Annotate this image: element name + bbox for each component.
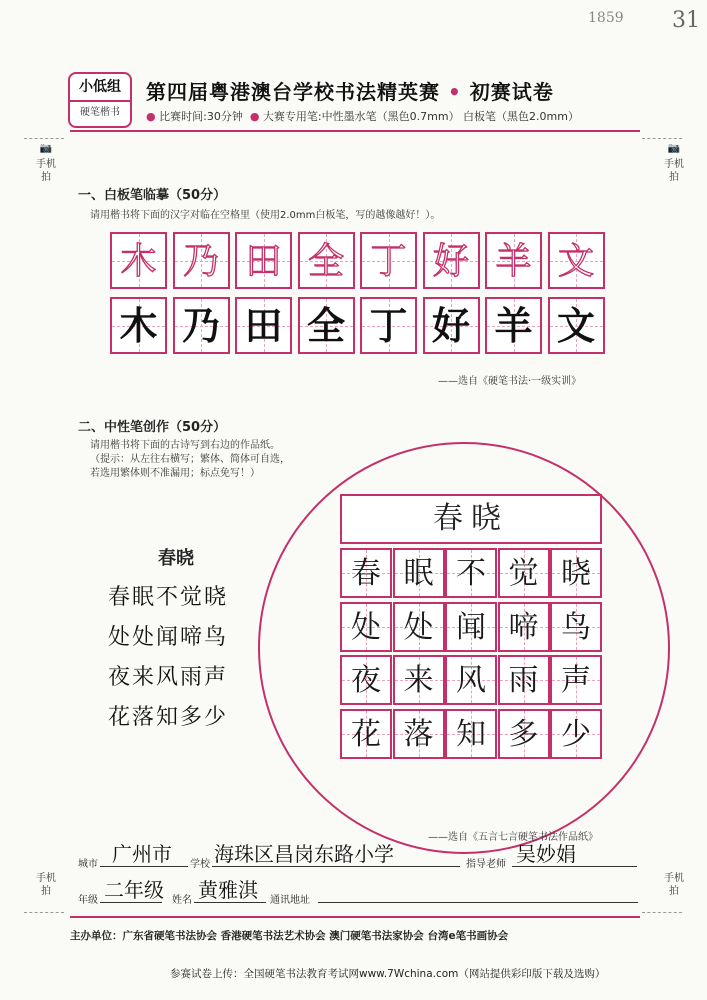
written-char: 文 bbox=[556, 304, 595, 348]
time-label: 比赛时间: bbox=[159, 110, 207, 123]
badge-group-label: 小低组 bbox=[70, 74, 130, 102]
section1-source: ——选自《硬笔书法·一级实训》 bbox=[438, 376, 582, 387]
address-underline[interactable] bbox=[318, 902, 638, 903]
poem-line: 春眠不觉晓 bbox=[108, 585, 229, 610]
artwork-cell bbox=[340, 548, 392, 598]
name-label: 姓名 bbox=[172, 895, 192, 906]
exam-title-suffix: 初赛试卷 bbox=[469, 80, 554, 104]
artwork-char: 多 bbox=[508, 716, 539, 752]
model-char: 丁 bbox=[370, 241, 407, 282]
name-value[interactable]: 黄雅淇 bbox=[198, 878, 258, 902]
written-cell bbox=[298, 297, 355, 354]
artwork-cell bbox=[498, 709, 550, 759]
artwork-cell bbox=[445, 709, 497, 759]
artwork-cell bbox=[498, 655, 550, 705]
camera-icon: 📷 bbox=[39, 143, 53, 154]
model-cell bbox=[360, 232, 417, 289]
model-char: 全 bbox=[307, 241, 344, 282]
model-cell bbox=[110, 232, 167, 289]
artwork-cell bbox=[445, 655, 497, 705]
grade-label: 年级 bbox=[78, 895, 98, 906]
model-char: 好 bbox=[432, 241, 469, 282]
footer-rule bbox=[70, 916, 640, 918]
school-value[interactable]: 海珠区昌岗东路小学 bbox=[214, 842, 394, 866]
model-char: 田 bbox=[245, 241, 282, 282]
artwork-char: 声 bbox=[561, 663, 591, 698]
section2-instruction-3: 若选用繁体则不准漏用；标点免写！） bbox=[90, 468, 260, 479]
title-dot: • bbox=[447, 80, 462, 104]
model-char-row bbox=[110, 232, 605, 289]
school-underline bbox=[212, 866, 460, 867]
address-label: 通讯地址 bbox=[270, 895, 310, 906]
model-char: 羊 bbox=[495, 241, 532, 282]
artwork-cell bbox=[550, 602, 602, 652]
written-char: 全 bbox=[306, 304, 345, 348]
written-char-row bbox=[110, 297, 605, 354]
camera-icon: 📷 bbox=[667, 143, 681, 154]
phone-photo-label-right-top: 手机拍 bbox=[664, 159, 684, 183]
artwork-char: 处 bbox=[403, 609, 434, 645]
model-cell bbox=[235, 232, 292, 289]
artwork-cell bbox=[498, 548, 550, 598]
artwork-char: 知 bbox=[456, 716, 486, 752]
upload-website: 参赛试卷上传：全国硬笔书法教育考试网www.7Wchina.com（网站提供彩印版下载及选购） bbox=[170, 968, 606, 980]
artwork-cell bbox=[340, 602, 392, 652]
artwork-char: 少 bbox=[561, 716, 591, 752]
artwork-title-box bbox=[340, 494, 602, 544]
poem-line: 处处闻啼鸟 bbox=[108, 625, 229, 650]
section1-heading: 一、白板笔临摹（50分） bbox=[78, 188, 227, 203]
phone-photo-label-right-bottom: 手机拍 bbox=[664, 873, 684, 897]
cut-line-right-top bbox=[642, 138, 682, 140]
artwork-char: 闻 bbox=[456, 609, 486, 645]
artwork-cell bbox=[393, 602, 445, 652]
artwork-cell bbox=[393, 655, 445, 705]
model-char: 文 bbox=[557, 241, 594, 282]
written-char: 田 bbox=[244, 304, 283, 348]
artwork-char: 风 bbox=[456, 663, 486, 698]
artwork-char: 觉 bbox=[508, 556, 539, 591]
exam-title-main: 第四届粤港澳台学校书法精英赛 bbox=[146, 80, 440, 104]
written-char: 好 bbox=[431, 304, 470, 348]
cut-line-left-bottom bbox=[24, 912, 64, 913]
badge-style-label: 硬笔楷书 bbox=[80, 107, 120, 118]
written-char: 羊 bbox=[494, 304, 533, 348]
written-cell bbox=[110, 297, 167, 354]
artwork-char: 春 bbox=[351, 556, 381, 591]
artwork-char: 雨 bbox=[508, 663, 539, 698]
school-label: 学校 bbox=[190, 859, 210, 870]
section2-instruction-1: 请用楷书将下面的古诗写到右边的作品纸。 bbox=[90, 440, 280, 451]
artwork-char: 晓 bbox=[561, 556, 591, 591]
artwork-char: 夜 bbox=[351, 663, 381, 698]
artwork-cell bbox=[445, 602, 497, 652]
artwork-char: 啼 bbox=[508, 609, 539, 645]
organizers: 主办单位：广东省硬笔书法协会 香港硬笔书法艺术协会 澳门硬笔书法家协会 台湾e笔书画协会 bbox=[70, 930, 509, 942]
cut-line-right-bottom bbox=[642, 912, 682, 913]
city-label: 城市 bbox=[78, 859, 98, 870]
model-cell bbox=[485, 232, 542, 289]
city-underline bbox=[100, 866, 188, 867]
poem-line: 夜来风雨声 bbox=[108, 665, 229, 690]
written-cell bbox=[485, 297, 542, 354]
phone-photo-label-left-bottom: 手机拍 bbox=[36, 873, 56, 897]
exam-title bbox=[146, 76, 554, 105]
section2-heading: 二、中性笔创作（50分） bbox=[78, 420, 227, 435]
poem-title: 春晓 bbox=[158, 548, 194, 569]
teacher-value[interactable]: 吴妙娟 bbox=[516, 842, 576, 866]
artwork-char: 花 bbox=[351, 716, 381, 752]
grade-value[interactable]: 二年级 bbox=[104, 878, 164, 902]
handwritten-serial: 1859 bbox=[588, 10, 624, 26]
artwork-char: 落 bbox=[403, 716, 434, 752]
group-badge bbox=[68, 72, 132, 128]
model-cell bbox=[173, 232, 230, 289]
artwork-cell bbox=[340, 709, 392, 759]
exam-details: ● 比赛时间:30分钟 ● 大赛专用笔:中性墨水笔（黑色0.7mm） 白板笔（黑色2.0mm） bbox=[146, 110, 579, 123]
artwork-char: 不 bbox=[456, 556, 486, 591]
time-value: 30分钟 bbox=[206, 110, 243, 123]
name-underline bbox=[194, 902, 266, 903]
artwork-cell bbox=[393, 709, 445, 759]
model-cell bbox=[423, 232, 480, 289]
artwork-cell bbox=[340, 655, 392, 705]
pen-value: 中性墨水笔（黑色0.7mm） 白板笔（黑色2.0mm） bbox=[321, 110, 579, 123]
cut-line-left-top bbox=[24, 138, 64, 140]
artwork-cell bbox=[393, 548, 445, 598]
section2-instruction-2: （提示：从左往右横写；繁体、简体可自选， bbox=[90, 454, 290, 465]
pen-label: 大赛专用笔: bbox=[262, 110, 322, 123]
written-char: 丁 bbox=[369, 304, 408, 348]
written-cell bbox=[360, 297, 417, 354]
artwork-cell bbox=[445, 548, 497, 598]
written-char: 乃 bbox=[181, 304, 220, 348]
model-char: 乃 bbox=[182, 241, 219, 282]
written-cell bbox=[173, 297, 230, 354]
city-value[interactable]: 广州市 bbox=[112, 842, 172, 866]
written-cell bbox=[235, 297, 292, 354]
artwork-cell bbox=[550, 548, 602, 598]
phone-photo-label-left-top: 手机拍 bbox=[36, 159, 56, 183]
artwork-char: 鸟 bbox=[561, 609, 591, 645]
artwork-char: 处 bbox=[351, 609, 381, 645]
section2-source: ——选自《五言七言硬笔书法作品纸》 bbox=[428, 832, 598, 843]
artwork-char: 来 bbox=[403, 663, 434, 698]
teacher-underline bbox=[512, 866, 637, 867]
poem-line: 花落知多少 bbox=[108, 705, 229, 730]
artwork-title: 春晓 bbox=[433, 501, 509, 536]
artwork-grid bbox=[340, 548, 602, 758]
grade-underline bbox=[100, 902, 162, 903]
handwritten-page-number: 31 bbox=[672, 8, 700, 33]
written-char: 木 bbox=[119, 304, 158, 348]
written-cell bbox=[548, 297, 605, 354]
model-cell bbox=[548, 232, 605, 289]
model-char: 木 bbox=[120, 241, 157, 282]
artwork-cell bbox=[498, 602, 550, 652]
artwork-cell bbox=[550, 709, 602, 759]
section1-instruction: 请用楷书将下面的汉字对临在空格里（使用2.0mm白板笔，写的越像越好！）。 bbox=[90, 210, 441, 221]
artwork-cell bbox=[550, 655, 602, 705]
teacher-label: 指导老师 bbox=[466, 859, 506, 870]
artwork-char: 眠 bbox=[403, 556, 434, 591]
header-rule bbox=[70, 130, 640, 132]
model-cell bbox=[298, 232, 355, 289]
written-cell bbox=[423, 297, 480, 354]
